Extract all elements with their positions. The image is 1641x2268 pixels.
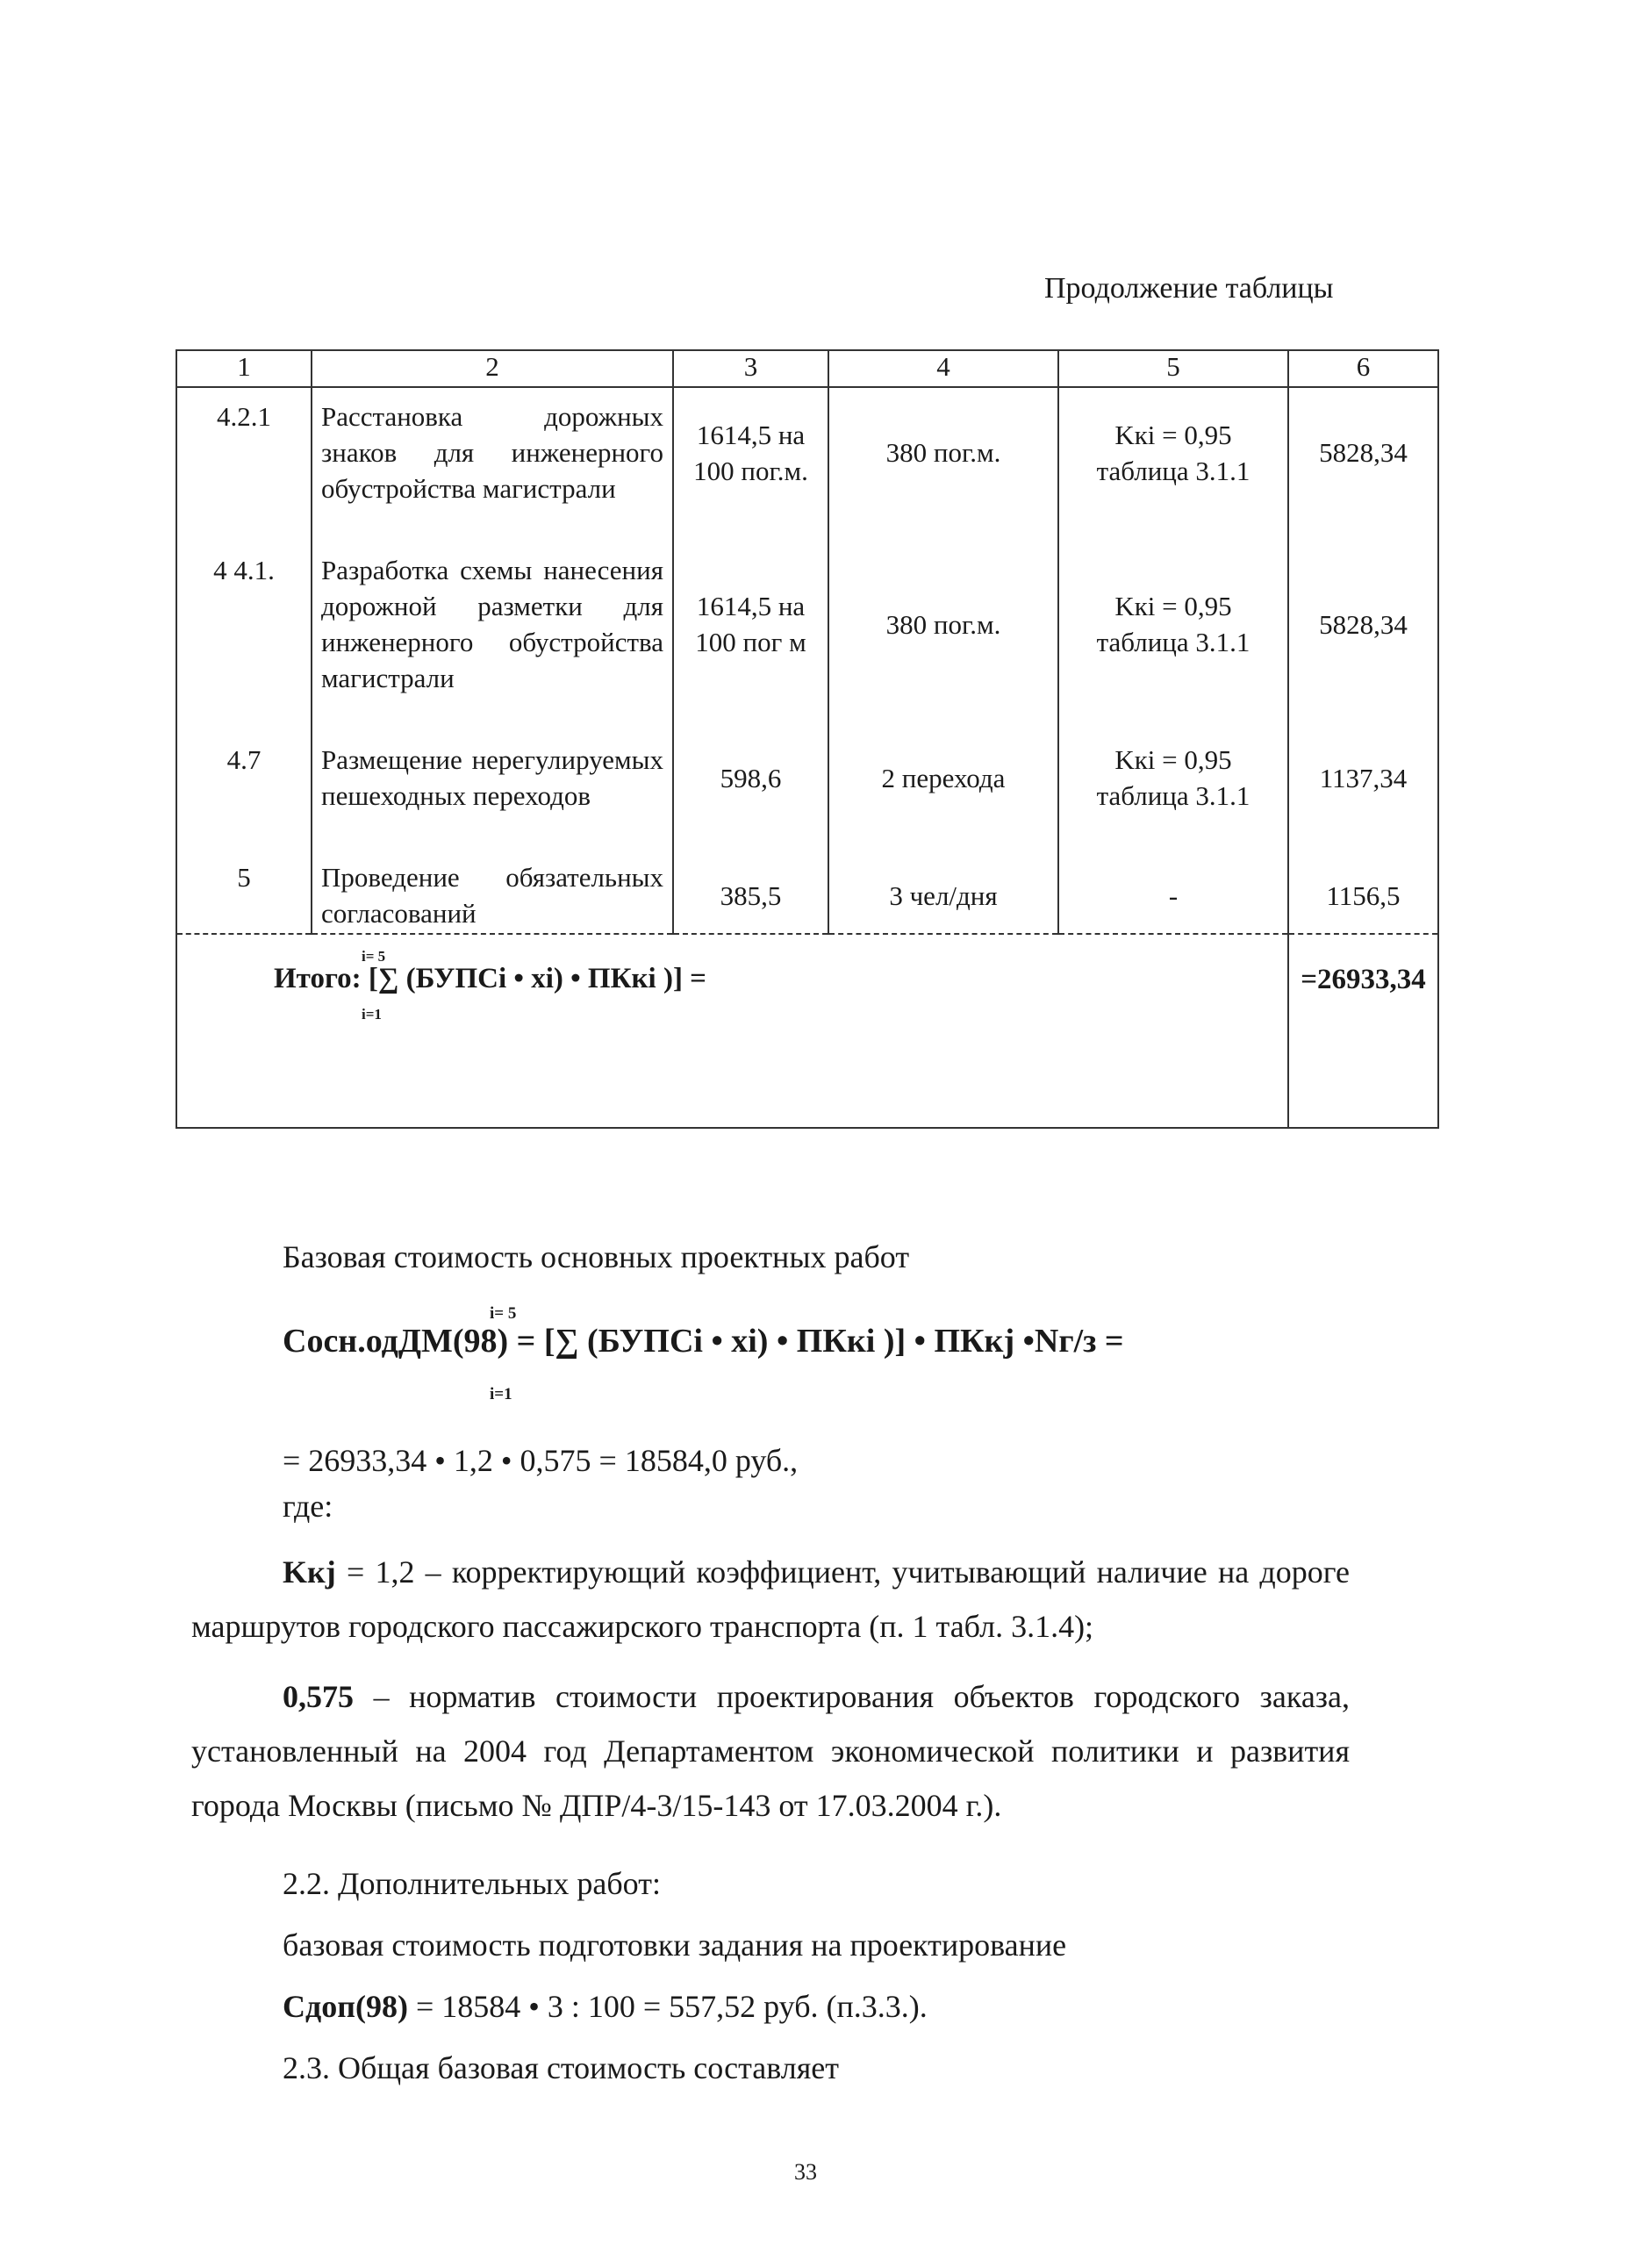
total-formula xyxy=(274,948,1279,1023)
row-base-price: 598,6 xyxy=(673,731,828,849)
table-header-cell: 6 xyxy=(1288,350,1438,387)
row-coefficient: Kкi = 0,95 таблица 3.1.1 xyxy=(1058,542,1288,731)
norm-value: 0,575 xyxy=(283,1679,354,1714)
kkj-symbol: Kкj xyxy=(283,1554,336,1590)
row-quantity: 380 пог.м. xyxy=(828,542,1058,731)
table-total-row xyxy=(176,934,1438,1128)
row-quantity: 380 пог.м. xyxy=(828,387,1058,542)
table-header-cell: 4 xyxy=(828,350,1058,387)
where-label: где: xyxy=(283,1489,333,1524)
row-number: 4.7 xyxy=(176,731,312,849)
row-cost: 5828,34 xyxy=(1288,542,1438,731)
kkj-paragraph xyxy=(191,1545,1350,1654)
table-header-cell: 5 xyxy=(1058,350,1288,387)
table-header-cell: 1 xyxy=(176,350,312,387)
row-number: 4.2.1 xyxy=(176,387,312,542)
table-row xyxy=(176,731,1438,849)
formula-lower-limit: i=1 xyxy=(490,1385,512,1403)
row-base-price: 1614,5 на 100 пог.м. xyxy=(673,387,828,542)
norm-paragraph xyxy=(191,1669,1350,1833)
row-quantity: 3 чел/дня xyxy=(828,849,1058,934)
total-label: Итого: xyxy=(274,963,362,994)
formula-rhs: [∑ (БУПСi • xi) • ПКкi )] • ПКкj •Nг/з = xyxy=(543,1323,1124,1360)
table-header-row xyxy=(176,350,1438,387)
table-row xyxy=(176,542,1438,731)
cdop-formula xyxy=(283,1985,928,2028)
row-coefficient: - xyxy=(1058,849,1288,934)
table-header-cell: 3 xyxy=(673,350,828,387)
table-row xyxy=(176,387,1438,542)
row-number: 5 xyxy=(176,849,312,934)
row-coefficient: Kкi = 0,95 таблица 3.1.1 xyxy=(1058,387,1288,542)
norm-text: – норматив стоимости проектирования объектов городского заказа, установленный на 2004 год Департаментом экономической политики и развития города Москвы (письмо № ДПР/4-3/15-143 от 17.03.2004 г.). xyxy=(191,1679,1350,1823)
task-cost-line: базовая стоимость подготовки задания на проектирование xyxy=(283,1927,1067,1963)
cdop-text: = 18584 • 3 : 100 = 557,52 руб. (п.3.3.). xyxy=(407,1989,928,2024)
row-number: 4 4.1. xyxy=(176,542,312,731)
section-2-2: 2.2. Дополнительных работ: xyxy=(283,1866,661,1901)
formula-upper-limit: i= 5 xyxy=(490,1304,517,1323)
sum-upper-limit: i= 5 xyxy=(362,948,386,965)
kkj-text: = 1,2 – корректирующий коэффициент, учитывающий наличие на дороге маршрутов городского пассажирского транспорта (п. 1 табл. 3.1.4); xyxy=(191,1554,1350,1644)
row-work-name: Размещение нерегулируемых пешеходных переходов xyxy=(312,731,673,849)
table-header-cell: 2 xyxy=(312,350,673,387)
cost-table xyxy=(176,349,1439,1129)
cdop-symbol: Cдоп(98) xyxy=(283,1989,408,2024)
row-base-price: 385,5 xyxy=(673,849,828,934)
row-work-name: Расстановка дорожных знаков для инженерного обустройства магистрали xyxy=(312,387,673,542)
basic-cost-heading: Базовая стоимость основных проектных работ xyxy=(283,1239,910,1274)
total-value: =26933,34 xyxy=(1288,934,1438,1128)
row-cost: 1137,34 xyxy=(1288,731,1438,849)
row-coefficient: Kкi = 0,95 таблица 3.1.1 xyxy=(1058,731,1288,849)
main-formula xyxy=(283,1304,1423,1410)
row-quantity: 2 перехода xyxy=(828,731,1058,849)
section-2-3: 2.3. Общая базовая стоимость составляет xyxy=(283,2050,840,2085)
page-number: 33 xyxy=(794,2159,817,2185)
row-cost: 5828,34 xyxy=(1288,387,1438,542)
total-expression: [∑ (БУПСi • xi) • ПКкi )] = xyxy=(368,963,706,994)
row-work-name: Проведение обязательных согласований xyxy=(312,849,673,934)
row-work-name: Разработка схемы нанесения дорожной разметки для инженерного обустройства магистрали xyxy=(312,542,673,731)
row-base-price: 1614,5 на 100 пог м xyxy=(673,542,828,731)
total-formula-cell xyxy=(176,934,1288,1128)
formula-lhs: Cосн.одДМ(98) = xyxy=(283,1323,536,1360)
table-continuation-caption: Продолжение таблицы xyxy=(1044,272,1334,305)
row-cost: 1156,5 xyxy=(1288,849,1438,934)
calculation-line: = 26933,34 • 1,2 • 0,575 = 18584,0 руб., xyxy=(283,1443,799,1478)
sum-lower-limit: i=1 xyxy=(362,1006,382,1023)
table-row xyxy=(176,849,1438,934)
